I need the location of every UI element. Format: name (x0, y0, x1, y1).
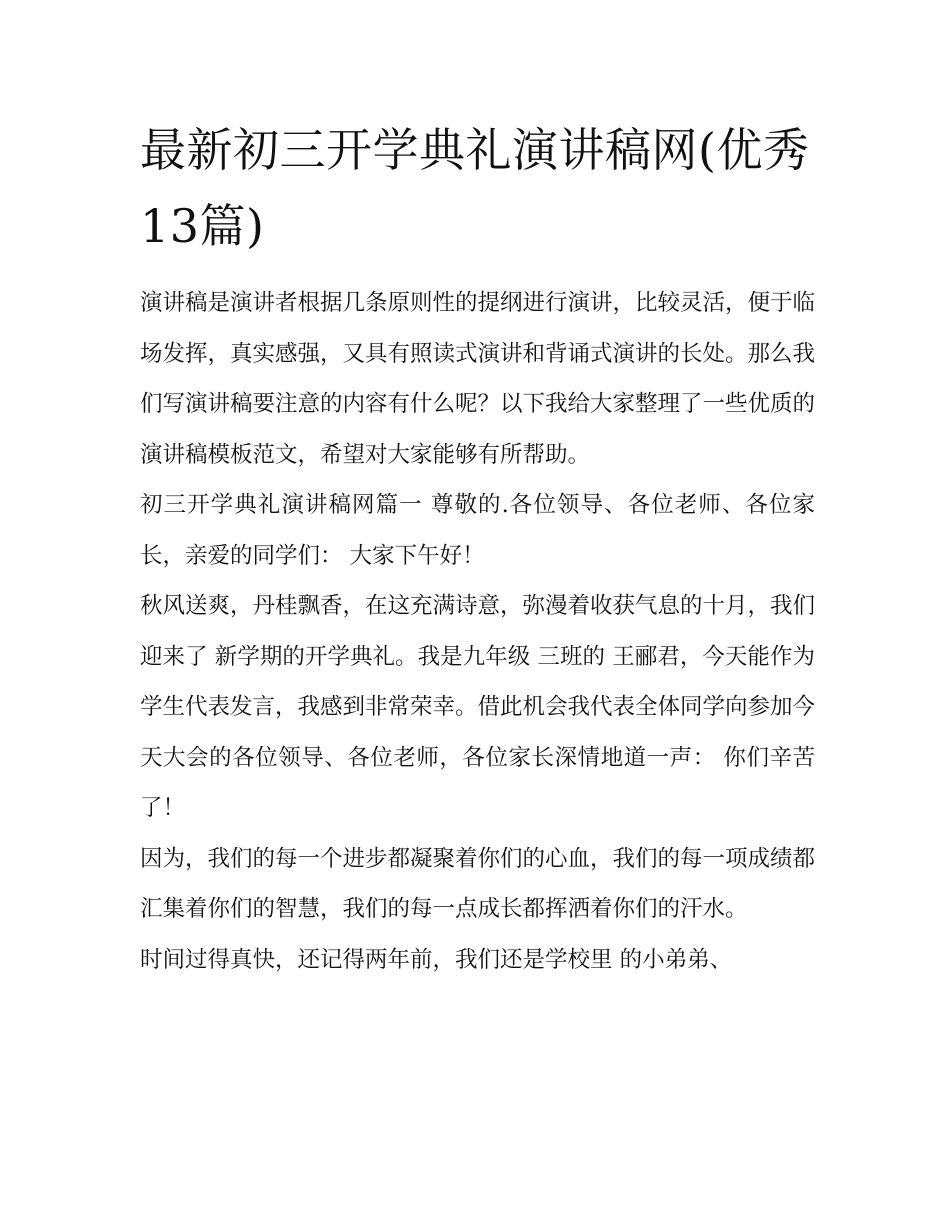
paragraph-thanks: 因为，我们的每一个进步都凝聚着你们的心血，我们的每一项成绩都汇集着你们的智慧，我们的每一点成长都挥洒着你们的汗水。 (140, 845, 816, 922)
document-title: 最新初三开学典礼演讲稿网(优秀13篇) (140, 123, 810, 253)
paragraph-memory: 时间过得真快，还记得两年前，我们还是学校里 的小弟弟、 (140, 946, 733, 973)
paragraph-intro: 演讲稿是演讲者根据几条原则性的提纲进行演讲，比较灵活，便于临场发挥，真实感强，又具有照读式演讲和背诵式演讲的长处。那么我们写演讲稿要注意的内容有什么呢？以下我给大家整理了一些优质的演讲稿模板范文，希望对大家能够有所帮助。 (140, 290, 816, 468)
paragraph-opening: 秋风送爽，丹桂飘香，在这充满诗意，弥漫着收获气息的十月，我们迎来了 新学期的开学典礼。我是九年级 三班的 王郦君，今天能作为学生代表发言，我感到非常荣幸。借此机会我代表全体同学向参加今天大会的各位领导、各位老师，各位家长深情地道一声： 你们辛苦了！ (140, 593, 816, 821)
document-page (140, 112, 815, 985)
paragraph-greeting: 初三开学典礼演讲稿网篇一 尊敬的.各位领导、各位老师、各位家长，亲爱的同学们： 大家下午好！ (140, 492, 815, 569)
